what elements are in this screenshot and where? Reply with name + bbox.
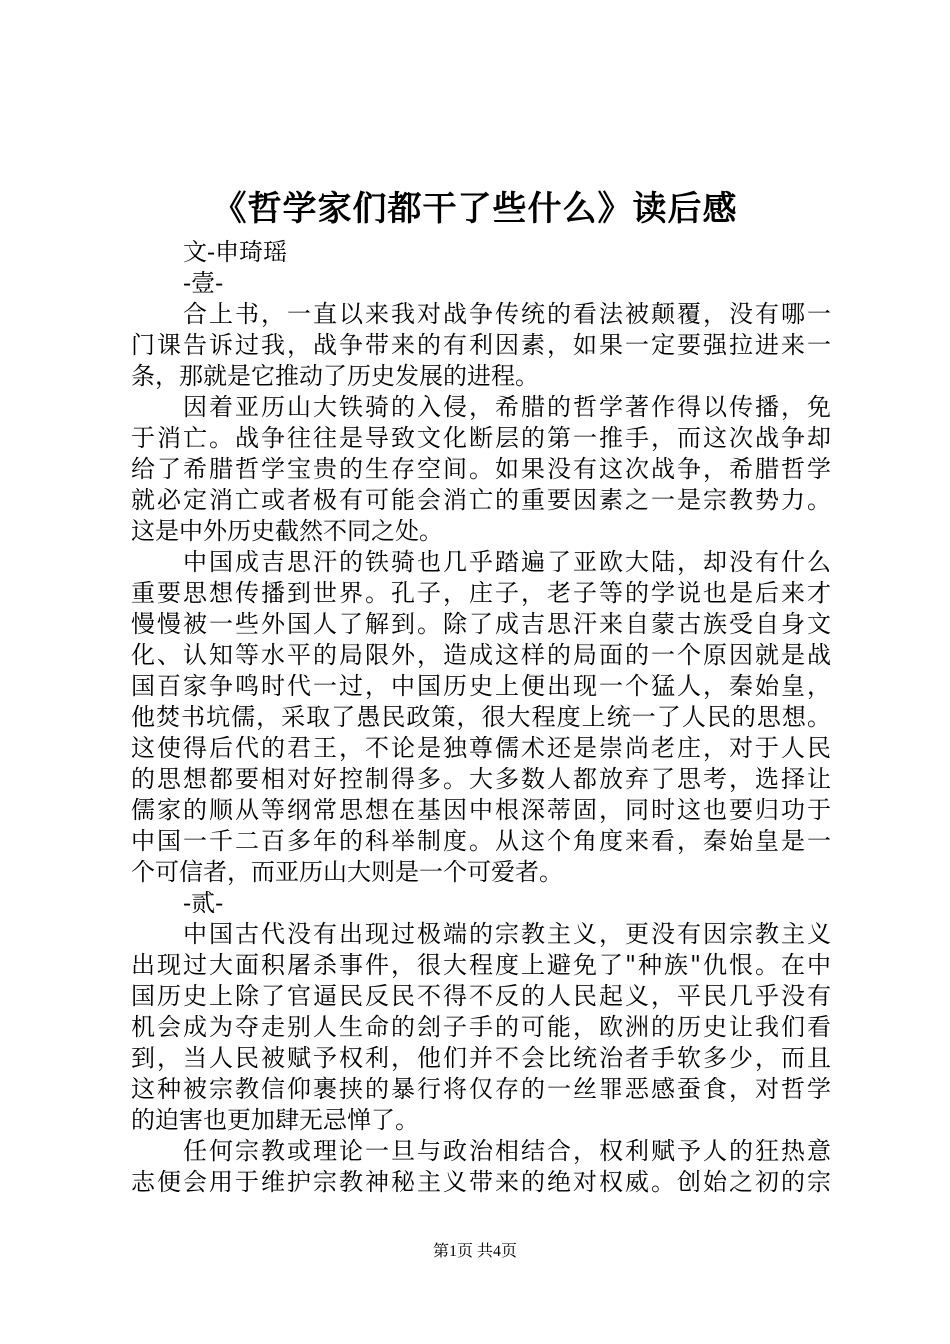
paragraph-line: 合上书，一直以来我对战争传统的看法被颠覆，没有哪一: [183, 300, 831, 328]
paragraph-line: 给了希腊哲学宝贵的生存空间。如果没有这次战争，希腊哲学: [131, 455, 831, 483]
paragraph-line: 出现过大面积屠杀事件，很大程度上避免了"种族"仇恨。在中: [131, 951, 831, 979]
page-footer: 第1页 共4页: [432, 1243, 517, 1260]
paragraph-line: 到，当人民被赋予权利，他们并不会比统治者手软多少，而且: [131, 1044, 831, 1072]
paragraph-line: 任何宗教或理论一旦与政治相结合，权利赋予人的狂热意: [183, 1137, 831, 1165]
paragraph-line: 这种被宗教信仰裹挟的暴行将仅存的一丝罪恶感蚕食，对哲学: [131, 1075, 831, 1103]
paragraph-line: 志便会用于维护宗教神秘主义带来的绝对权威。创始之初的宗: [131, 1168, 831, 1196]
paragraph-line: 于消亡。战争往往是导致文化断层的第一推手，而这次战争却: [131, 424, 831, 452]
paragraph-line: 中国古代没有出现过极端的宗教主义，更没有因宗教主义: [183, 920, 831, 948]
paragraph-line: 中国一千二百多年的科举制度。从这个角度来看，秦始皇是一: [131, 827, 831, 855]
paragraph-line: 慢慢被一些外国人了解到。除了成吉思汗来自蒙古族受自身文: [131, 610, 831, 638]
paragraph-line: 因着亚历山大铁骑的入侵，希腊的哲学著作得以传播，免: [183, 393, 831, 421]
section-heading-2: -贰-: [183, 889, 224, 917]
paragraph-line: 儒家的顺从等纲常思想在基因中根深蒂固，同时这也要归功于: [131, 796, 831, 824]
paragraph-line: 中国成吉思汗的铁骑也几乎踏遍了亚欧大陆，却没有什么: [183, 548, 831, 576]
paragraph-line: 机会成为夺走别人生命的刽子手的可能，欧洲的历史让我们看: [131, 1013, 831, 1041]
paragraph-line: 重要思想传播到世界。孔子，庄子，老子等的学说也是后来才: [131, 579, 831, 607]
paragraph-line: 这是中外历史截然不同之处。: [131, 517, 443, 545]
document-body: [131, 237, 831, 1198]
paragraph-line: 就必定消亡或者极有可能会消亡的重要因素之一是宗教势力。: [131, 486, 831, 514]
paragraph-line: 他焚书坑儒，采取了愚民政策，很大程度上统一了人民的思想。: [131, 703, 831, 731]
paragraph-line: 条，那就是它推动了历史发展的进程。: [131, 362, 539, 390]
paragraph-line: 的迫害也更加肆无忌惮了。: [131, 1106, 419, 1134]
paragraph-line: 国百家争鸣时代一过，中国历史上便出现一个猛人，秦始皇，: [131, 672, 831, 700]
paragraph-line: 个可信者，而亚历山大则是一个可爱者。: [131, 858, 563, 886]
paragraph-line: 化、认知等水平的局限外，造成这样的局面的一个原因就是战: [131, 641, 831, 669]
paragraph-line: 门课告诉过我，战争带来的有利因素，如果一定要强拉进来一: [131, 331, 831, 359]
paragraph-line: 这使得后代的君王，不论是独尊儒术还是崇尚老庄，对于人民: [131, 734, 831, 762]
document-title: 《哲学家们都干了些什么》读后感: [212, 189, 738, 229]
section-heading-1: -壹-: [183, 269, 224, 297]
paragraph-line: 的思想都要相对好控制得多。大多数人都放弃了思考，选择让: [131, 765, 831, 793]
author-line: 文-申琦瑶: [183, 238, 288, 266]
paragraph-line: 国历史上除了官逼民反民不得不反的人民起义，平民几乎没有: [131, 982, 831, 1010]
